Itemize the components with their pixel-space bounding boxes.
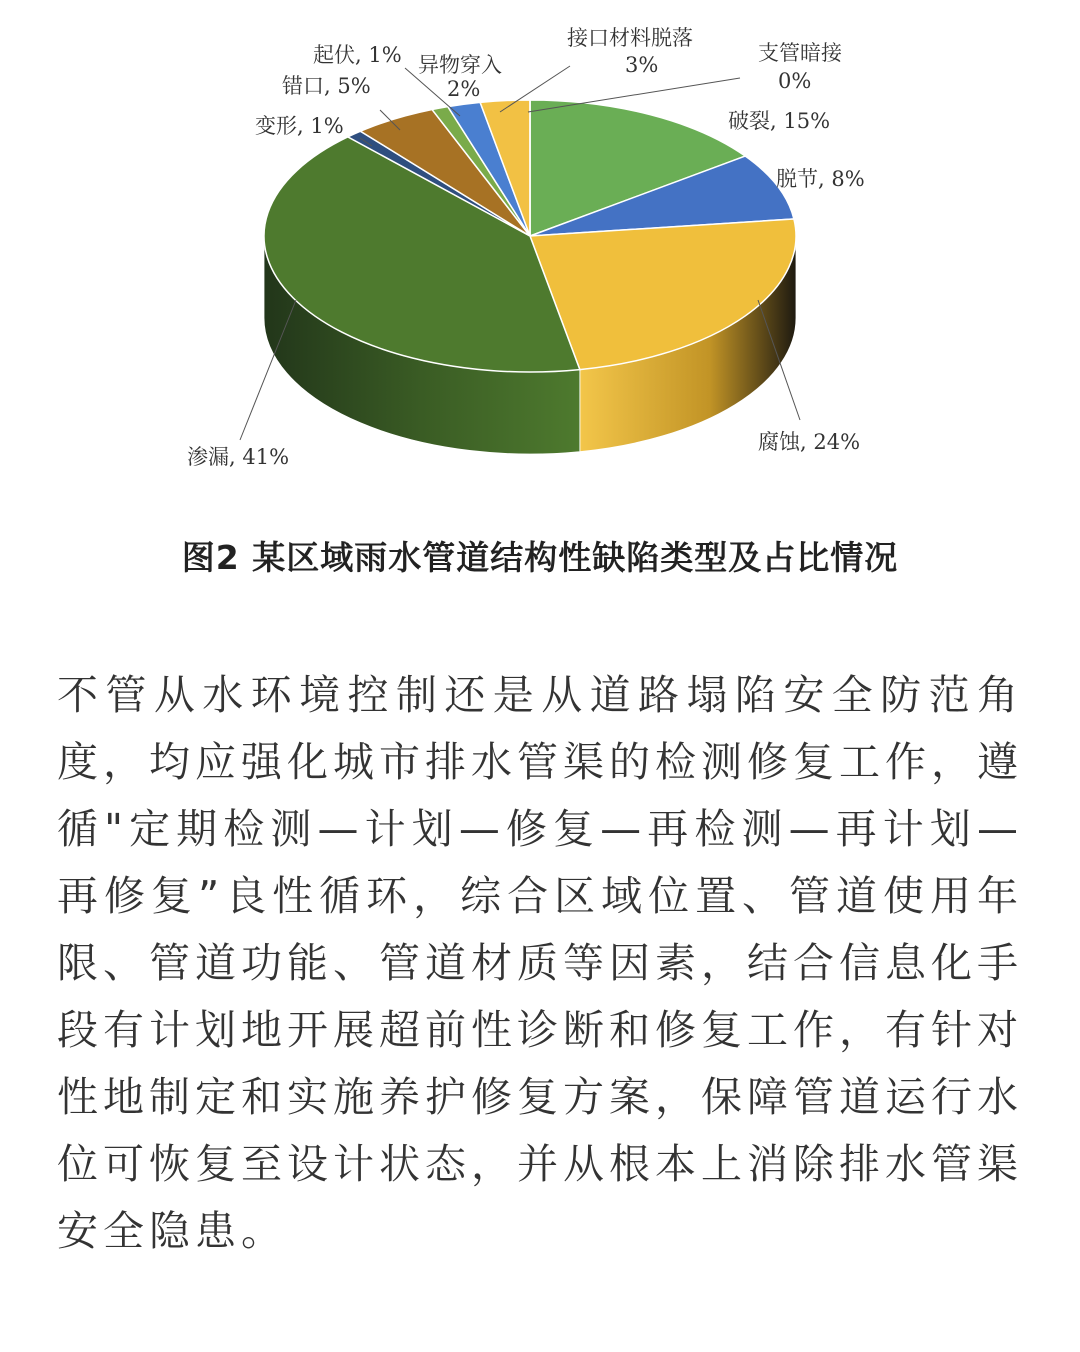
slice-label-7: 异物穿入 <box>418 53 502 77</box>
slice-label-5: 错口, 5% <box>282 74 371 98</box>
pie-top-layer <box>264 100 796 372</box>
leader-line-9 <box>528 78 740 112</box>
pie-chart <box>0 0 1080 510</box>
slice-label-8: 接口材料脱落 <box>567 26 693 50</box>
slice-label-6: 起伏, 1% <box>313 43 402 67</box>
slice-value-label-7: 2% <box>447 77 481 101</box>
figure-caption: 图2 某区域雨水管道结构性缺陷类型及占比情况 <box>181 538 899 577</box>
slice-value-label-9: 0% <box>778 69 812 93</box>
slice-value-label-8: 3% <box>625 53 659 77</box>
body-paragraph: 不管从水环境控制还是从道路塌陷安全防范角度，均应强化城市排水管渠的检测修复工作，遵循"定期检测—计划—修复—再检测—再计划—再修复”良性循环，综合区域位置、管道使用年限、管道功能、管道材质等因素，结合信息化手段有计划地开展超前性诊断和修复工作，有针对性地制定和实施养护修复方案，保障管道运行水位可恢复至设计状态，并从根本上消除排水管渠安全隐患。 <box>57 671 1023 1255</box>
slice-label-2: 腐蚀, 24% <box>758 430 861 454</box>
slice-label-3: 渗漏, 41% <box>187 445 290 469</box>
slice-label-9: 支管暗接 <box>758 41 842 65</box>
slice-label-4: 变形, 1% <box>255 114 344 138</box>
slice-label-1: 脱节, 8% <box>776 167 865 191</box>
slice-label-0: 破裂, 15% <box>728 109 831 133</box>
pie-chart-svg <box>0 0 1080 510</box>
